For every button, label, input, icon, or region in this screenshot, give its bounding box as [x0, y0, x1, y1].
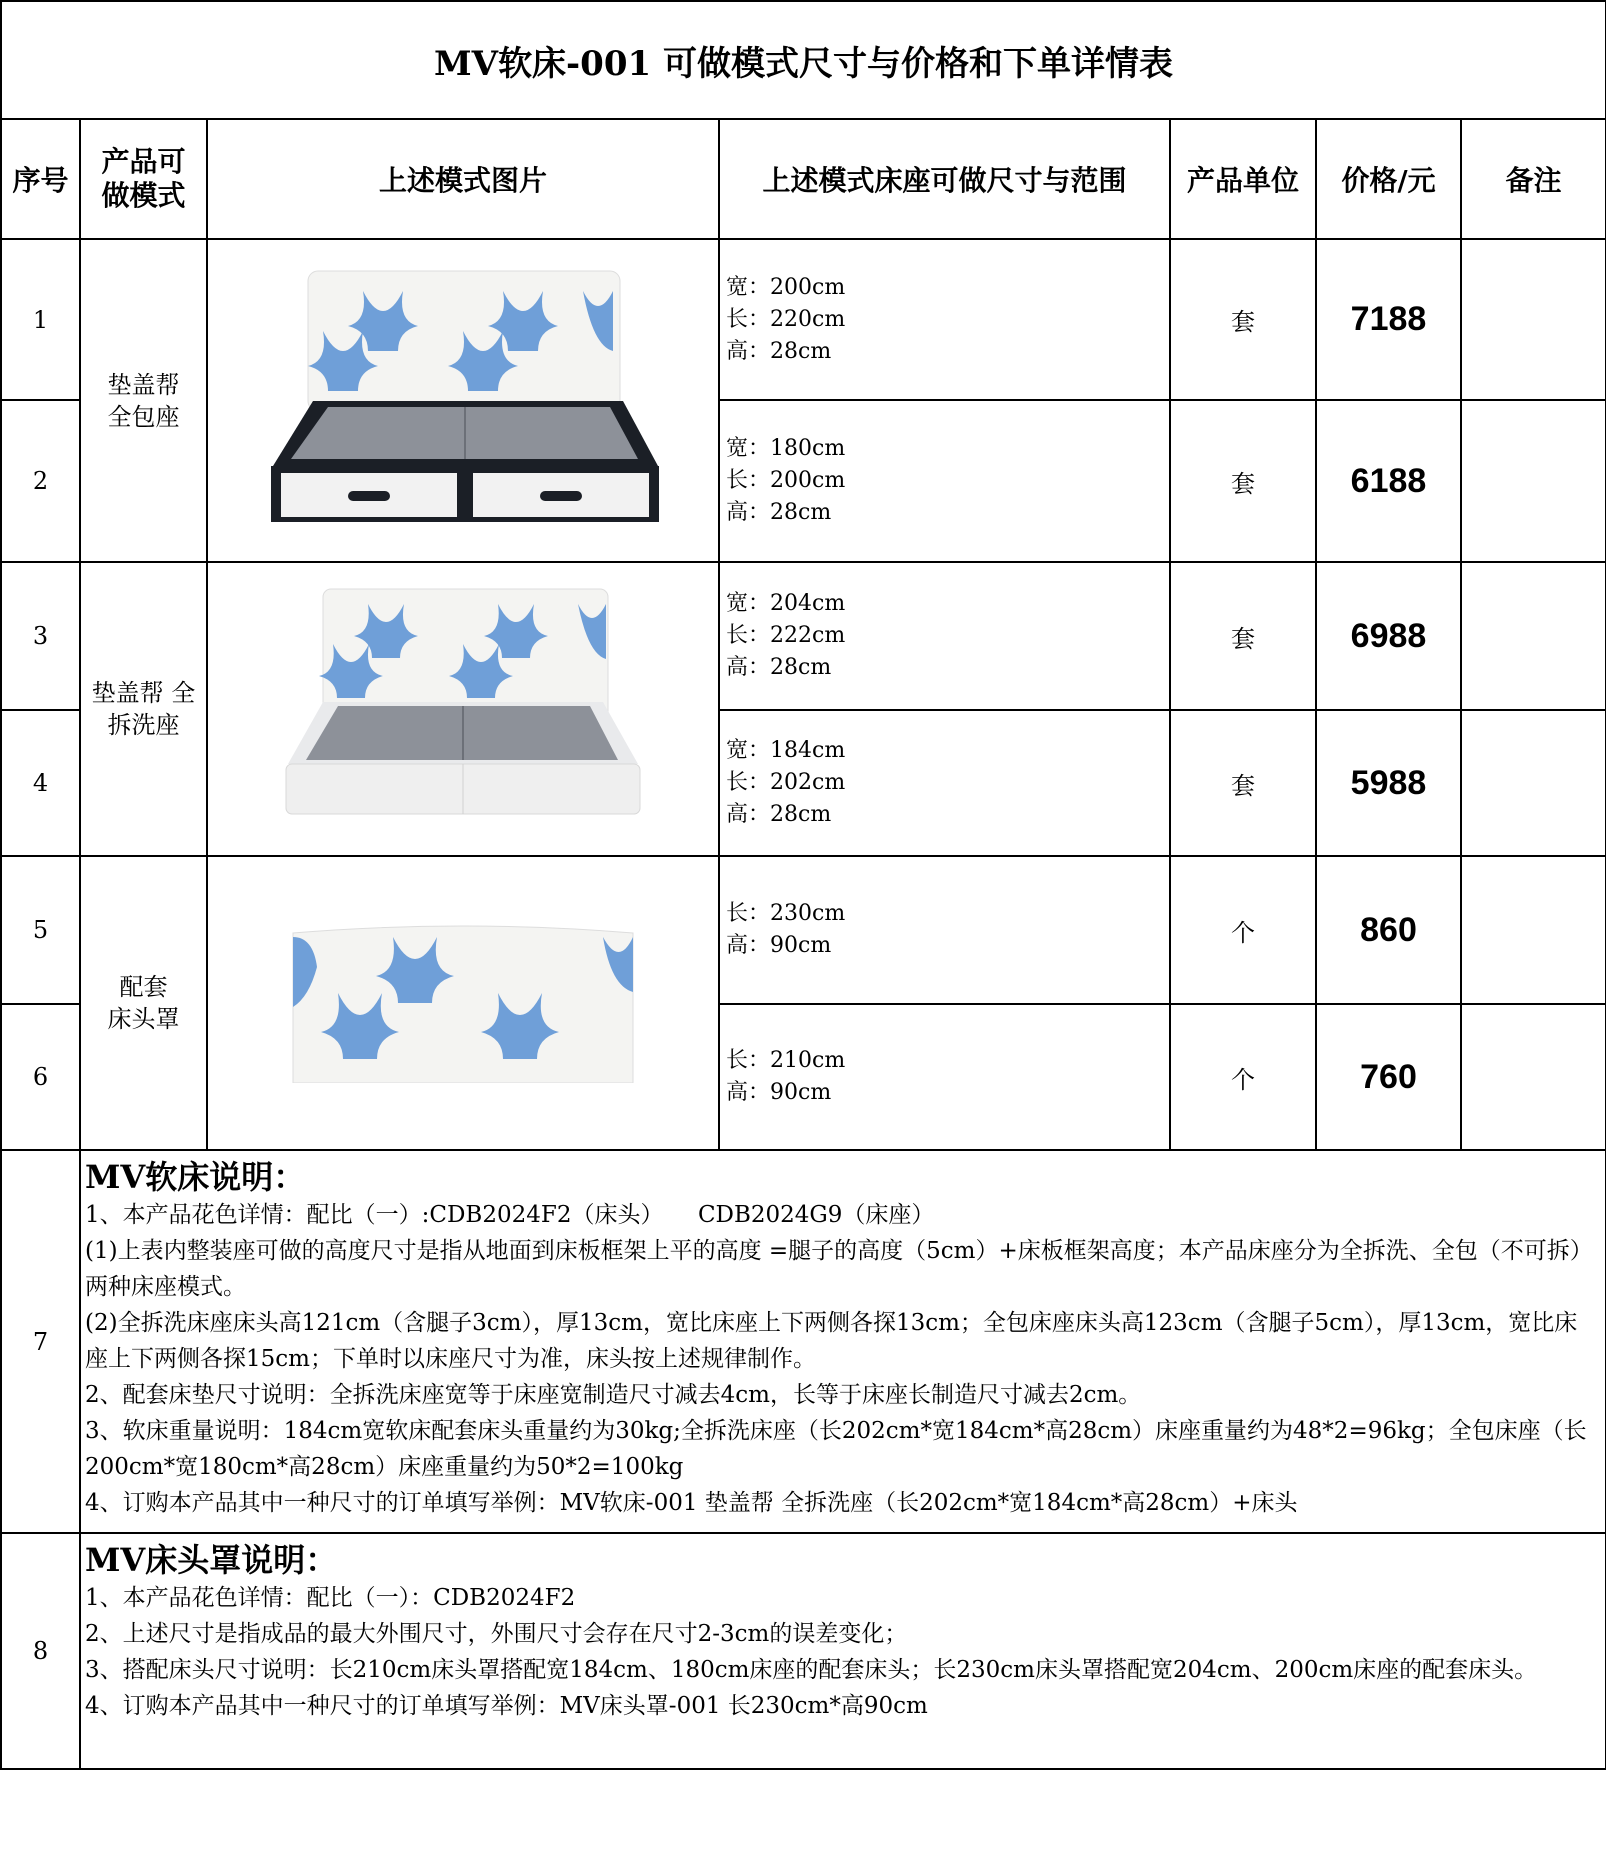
bed-notes — [80, 1150, 1606, 1533]
dim-line: 长：220cm — [726, 306, 846, 332]
mode-line1: 垫盖帮 — [107, 370, 180, 399]
header-note: 备注 — [1461, 119, 1606, 239]
bed-notes-row — [1, 1150, 1606, 1533]
dim-line: 高：28cm — [726, 338, 832, 364]
dim-line: 高：28cm — [726, 802, 832, 827]
table-row — [1, 239, 1606, 400]
dims-cell — [719, 1004, 1170, 1150]
dims-cell — [719, 856, 1170, 1004]
bed-note-line: 2、配套床垫尺寸说明：全拆洗床座宽等于床座宽制造尺寸减去4cm，长等于床座长制造尺寸减去2cm。 — [85, 1382, 1142, 1408]
mode-line2: 全包座 — [107, 402, 180, 431]
header-price: 价格/元 — [1316, 119, 1461, 239]
bed-note-line: 1、本产品花色详情：配比（一）:CDB2024F2（床头） CDB2024G9（床座） — [85, 1202, 935, 1228]
dim-line: 长：202cm — [726, 770, 846, 795]
page-title: MV软床-001 可做模式尺寸与价格和下单详情表 — [1, 1, 1606, 119]
row-index: 1 — [1, 239, 80, 400]
dim-line: 宽：180cm — [726, 436, 846, 461]
bed-note-line: (2)全拆洗床座床头高121cm（含腿子3cm），厚13cm，宽比床座上下两侧各探13cm；全包床座床头高123cm（含腿子5cm），厚13cm，宽比床座上下两侧各探15cm；下单时以床座尺寸为准，床头按上述规律制作。 — [85, 1310, 1578, 1372]
dim-line: 宽：200cm — [726, 274, 846, 300]
bed-note-line: 4、订购本产品其中一种尺寸的订单填写举例：MV软床-001 垫盖帮 全拆洗座（长202cm*宽184cm*高28cm）+床头 — [85, 1490, 1298, 1516]
header-mode-line1: 产品可 — [101, 145, 186, 178]
dims-cell — [719, 239, 1170, 400]
dim-line: 长：200cm — [726, 468, 846, 493]
note-cell — [1461, 856, 1606, 1004]
dim-line: 高：90cm — [726, 1080, 832, 1105]
note-cell — [1461, 710, 1606, 856]
headboard-note-line: 1、本产品花色详情：配比（一）：CDB2024F2 — [85, 1585, 576, 1611]
mode-cell — [80, 239, 207, 562]
unit-cell: 套 — [1170, 562, 1316, 710]
unit-cell: 套 — [1170, 710, 1316, 856]
bed-removable-image — [207, 562, 719, 856]
dims-cell — [719, 400, 1170, 562]
table-row — [1, 562, 1606, 710]
header-sizes: 上述模式床座可做尺寸与范围 — [719, 119, 1170, 239]
headboard-cover-image — [207, 856, 719, 1150]
row-index: 4 — [1, 710, 80, 856]
dim-line: 高：90cm — [726, 933, 832, 958]
mode-cell — [80, 856, 207, 1150]
price-cell: 7188 — [1316, 239, 1461, 400]
dim-line: 长：230cm — [726, 901, 846, 926]
dim-line: 宽：204cm — [726, 591, 846, 616]
headboard-note-line: 3、搭配床头尺寸说明：长210cm床头罩搭配宽184cm、180cm床座的配套床头；长230cm床头罩搭配宽204cm、200cm床座的配套床头。 — [85, 1657, 1538, 1683]
headboard-notes — [80, 1533, 1606, 1769]
dim-line: 长：210cm — [726, 1048, 846, 1073]
dim-line: 高：28cm — [726, 500, 832, 525]
unit-cell: 个 — [1170, 856, 1316, 1004]
note-cell — [1461, 562, 1606, 710]
table-row — [1, 856, 1606, 1004]
note-cell — [1461, 400, 1606, 562]
row-index: 8 — [1, 1533, 80, 1769]
dims-cell — [719, 562, 1170, 710]
unit-cell: 套 — [1170, 400, 1316, 562]
row-index: 6 — [1, 1004, 80, 1150]
note-cell — [1461, 1004, 1606, 1150]
price-cell: 6988 — [1316, 562, 1461, 710]
note-cell — [1461, 239, 1606, 400]
row-index: 2 — [1, 400, 80, 562]
price-cell: 6188 — [1316, 400, 1461, 562]
header-mode-line2: 做模式 — [101, 179, 186, 212]
unit-cell: 套 — [1170, 239, 1316, 400]
row-index: 5 — [1, 856, 80, 1004]
bed-notes-title: MV软床说明： — [85, 1158, 306, 1196]
row-index: 7 — [1, 1150, 80, 1533]
header-index: 序号 — [1, 119, 80, 239]
bed-note-line: 3、软床重量说明：184cm宽软床配套床头重量约为30kg;全拆洗床座（长202cm*宽184cm*高28cm）床座重量约为48*2=96kg；全包床座（长200cm*宽180cm*高28cm）床座重量约为50*2=100kg — [85, 1418, 1587, 1480]
mode-line1: 配套 — [119, 973, 168, 1001]
price-cell: 860 — [1316, 856, 1461, 1004]
bed-note-line: (1)上表内整装座可做的高度尺寸是指从地面到床板框架上平的高度 =腿子的高度（5cm）+床板框架高度；本产品床座分为全拆洗、全包（不可拆）两种床座模式。 — [85, 1238, 1593, 1300]
headboard-note-line: 2、上述尺寸是指成品的最大外围尺寸，外围尺寸会存在尺寸2-3cm的误差变化； — [85, 1621, 908, 1647]
headboard-notes-row — [1, 1533, 1606, 1769]
mode-line1: 垫盖帮 全 — [91, 679, 196, 707]
mode-line2: 床头罩 — [107, 1005, 180, 1033]
price-cell: 760 — [1316, 1004, 1461, 1150]
mode-line2: 拆洗座 — [107, 711, 180, 739]
header-unit: 产品单位 — [1170, 119, 1316, 239]
dim-line: 宽：184cm — [726, 738, 846, 763]
mode-cell — [80, 562, 207, 856]
headboard-notes-title: MV床头罩说明： — [85, 1541, 338, 1579]
unit-cell: 个 — [1170, 1004, 1316, 1150]
header-mode — [80, 119, 207, 239]
price-cell: 5988 — [1316, 710, 1461, 856]
headboard-note-line: 4、订购本产品其中一种尺寸的订单填写举例：MV床头罩-001 长230cm*高90cm — [85, 1693, 928, 1719]
dims-cell — [719, 710, 1170, 856]
dim-line: 高：28cm — [726, 655, 832, 680]
row-index: 3 — [1, 562, 80, 710]
bed-full-wrap-image — [207, 239, 719, 562]
dim-line: 长：222cm — [726, 623, 846, 648]
header-image: 上述模式图片 — [207, 119, 719, 239]
